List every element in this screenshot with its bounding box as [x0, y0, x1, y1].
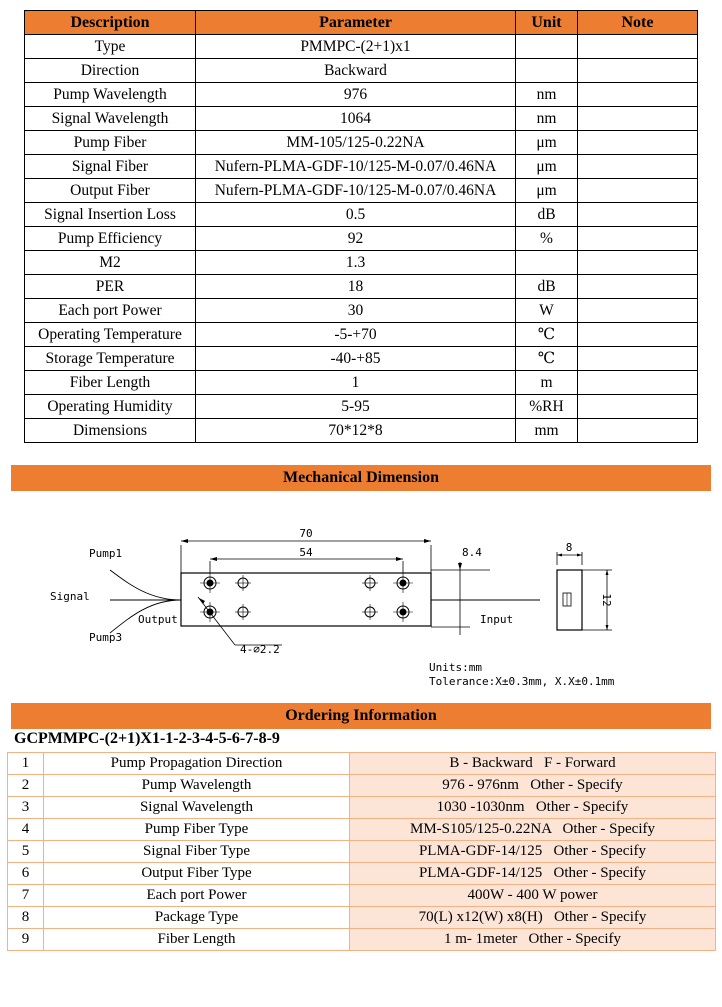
spec-unit-cell: m [516, 371, 578, 395]
spec-parameter-cell: 30 [196, 299, 516, 323]
ordering-row [8, 775, 716, 797]
mechanical-dimension-banner: Mechanical Dimension [11, 465, 711, 491]
ordering-row [8, 841, 716, 863]
dim-8-label: 8 [565, 541, 573, 554]
spec-description-cell: Signal Wavelength [25, 107, 196, 131]
spec-parameter-cell: MM-105/125-0.22NA [196, 131, 516, 155]
spec-unit-cell [516, 35, 578, 59]
spec-row [25, 83, 698, 107]
spec-description-cell: Pump Fiber [25, 131, 196, 155]
spec-note-cell [578, 107, 698, 131]
spec-parameter-cell: 976 [196, 83, 516, 107]
spec-description-cell: Operating Humidity [25, 395, 196, 419]
ordering-row [8, 753, 716, 775]
spec-row [25, 347, 698, 371]
spec-description-cell: Type [25, 35, 196, 59]
spec-parameter-cell: 92 [196, 227, 516, 251]
spec-row [25, 35, 698, 59]
ordering-item-cell: Signal Fiber Type [44, 841, 350, 863]
spec-unit-cell: % [516, 227, 578, 251]
spec-row [25, 227, 698, 251]
ordering-option-cell: MM-S105/125-0.22NA Other - Specify [350, 819, 716, 841]
output-label: Output [138, 613, 178, 626]
dim-12-label: 12 [600, 593, 613, 607]
spec-parameter-cell: 1064 [196, 107, 516, 131]
spec-unit-cell: nm [516, 107, 578, 131]
spec-description-cell: Storage Temperature [25, 347, 196, 371]
spec-note-cell [578, 131, 698, 155]
spec-note-cell [578, 203, 698, 227]
spec-parameter-cell: 1 [196, 371, 516, 395]
spec-parameter-cell: 70*12*8 [196, 419, 516, 443]
spec-parameter-cell: Backward [196, 59, 516, 83]
spec-description-cell: Direction [25, 59, 196, 83]
spec-note-cell [578, 371, 698, 395]
pump3-label: Pump3 [89, 631, 123, 644]
spec-table [24, 10, 698, 443]
ordering-number-cell: 6 [8, 863, 44, 885]
ordering-number-cell: 5 [8, 841, 44, 863]
ordering-row [8, 863, 716, 885]
dim-54-label: 54 [299, 546, 313, 559]
ordering-row [8, 907, 716, 929]
spec-parameter-cell: Nufern-PLMA-GDF-10/125-M-0.07/0.46NA [196, 155, 516, 179]
spec-description-cell: Operating Temperature [25, 323, 196, 347]
spec-unit-cell: mm [516, 419, 578, 443]
ordering-number-cell: 4 [8, 819, 44, 841]
spec-row [25, 371, 698, 395]
ordering-information-banner: Ordering Information [11, 703, 711, 729]
holes-label: 4-⌀2.2 [240, 643, 280, 656]
signal-label: Signal [50, 590, 90, 603]
spec-row [25, 419, 698, 443]
spec-row [25, 323, 698, 347]
spec-unit-cell [516, 59, 578, 83]
dim-70-label: 70 [299, 527, 313, 540]
mechanical-drawing [0, 515, 722, 695]
ordering-item-cell: Output Fiber Type [44, 863, 350, 885]
spec-unit-cell: μm [516, 179, 578, 203]
ordering-option-cell: PLMA-GDF-14/125 Other - Specify [350, 863, 716, 885]
ordering-option-cell: 400W - 400 W power [350, 885, 716, 907]
spec-unit-cell: nm [516, 83, 578, 107]
spec-row [25, 299, 698, 323]
spec-parameter-cell: Nufern-PLMA-GDF-10/125-M-0.07/0.46NA [196, 179, 516, 203]
spec-parameter-cell: 1.3 [196, 251, 516, 275]
input-label: Input [480, 613, 514, 626]
spec-row [25, 251, 698, 275]
ordering-number-cell: 8 [8, 907, 44, 929]
ordering-option-cell: 70(L) x12(W) x8(H) Other - Specify [350, 907, 716, 929]
ordering-option-cell: 976 - 976nm Other - Specify [350, 775, 716, 797]
ordering-number-cell: 7 [8, 885, 44, 907]
header-unit: Unit [516, 11, 578, 35]
ordering-item-cell: Pump Wavelength [44, 775, 350, 797]
side-view [557, 541, 613, 630]
spec-unit-cell: W [516, 299, 578, 323]
spec-row [25, 203, 698, 227]
tolerance-note: Tolerance:X±0.3mm, X.X±0.1mm [429, 675, 615, 688]
ordering-item-cell: Signal Wavelength [44, 797, 350, 819]
ordering-item-cell: Pump Fiber Type [44, 819, 350, 841]
ordering-item-cell: Package Type [44, 907, 350, 929]
ordering-option-cell: 1 m- 1meter Other - Specify [350, 929, 716, 951]
spec-parameter-cell: PMMPC-(2+1)x1 [196, 35, 516, 59]
ordering-item-cell: Pump Propagation Direction [44, 753, 350, 775]
spec-header-row [25, 11, 698, 35]
ordering-item-cell: Each port Power [44, 885, 350, 907]
ordering-row [8, 819, 716, 841]
spec-note-cell [578, 419, 698, 443]
spec-description-cell: PER [25, 275, 196, 299]
spec-note-cell [578, 251, 698, 275]
ordering-item-cell: Fiber Length [44, 929, 350, 951]
spec-row [25, 59, 698, 83]
spec-row [25, 107, 698, 131]
spec-description-cell: Output Fiber [25, 179, 196, 203]
header-description: Description [25, 11, 196, 35]
spec-note-cell [578, 347, 698, 371]
spec-parameter-cell: 0.5 [196, 203, 516, 227]
spec-row [25, 275, 698, 299]
ordering-code: GCPMMPC-(2+1)X1-1-2-3-4-5-6-7-8-9 [14, 730, 280, 747]
spec-note-cell [578, 227, 698, 251]
ordering-option-cell: 1030 -1030nm Other - Specify [350, 797, 716, 819]
spec-unit-cell: dB [516, 203, 578, 227]
spec-note-cell [578, 179, 698, 203]
spec-unit-cell: ℃ [516, 323, 578, 347]
spec-description-cell: Signal Fiber [25, 155, 196, 179]
spec-unit-cell: dB [516, 275, 578, 299]
spec-row [25, 395, 698, 419]
ordering-row [8, 797, 716, 819]
ordering-number-cell: 3 [8, 797, 44, 819]
spec-unit-cell: μm [516, 155, 578, 179]
ordering-row [8, 885, 716, 907]
spec-description-cell: Dimensions [25, 419, 196, 443]
spec-parameter-cell: 18 [196, 275, 516, 299]
spec-note-cell [578, 83, 698, 107]
spec-row [25, 179, 698, 203]
ordering-number-cell: 1 [8, 753, 44, 775]
spec-parameter-cell: -5-+70 [196, 323, 516, 347]
spec-note-cell [578, 299, 698, 323]
spec-description-cell: Pump Wavelength [25, 83, 196, 107]
spec-parameter-cell: 5-95 [196, 395, 516, 419]
ordering-option-cell: B - Backward F - Forward [350, 753, 716, 775]
spec-note-cell [578, 395, 698, 419]
spec-unit-cell: %RH [516, 395, 578, 419]
ordering-option-cell: PLMA-GDF-14/125 Other - Specify [350, 841, 716, 863]
header-parameter: Parameter [196, 11, 516, 35]
ordering-table [7, 752, 716, 951]
spec-note-cell [578, 323, 698, 347]
spec-note-cell [578, 155, 698, 179]
spec-description-cell: Fiber Length [25, 371, 196, 395]
ordering-number-cell: 2 [8, 775, 44, 797]
spec-note-cell [578, 35, 698, 59]
header-note: Note [578, 11, 698, 35]
spec-note-cell [578, 59, 698, 83]
spec-row [25, 155, 698, 179]
spec-unit-cell: μm [516, 131, 578, 155]
spec-description-cell: Signal Insertion Loss [25, 203, 196, 227]
ordering-number-cell: 9 [8, 929, 44, 951]
units-note: Units:mm [429, 661, 482, 674]
dim-8-4-label: 8.4 [462, 546, 482, 559]
spec-row [25, 131, 698, 155]
spec-parameter-cell: -40-+85 [196, 347, 516, 371]
spec-description-cell: M2 [25, 251, 196, 275]
ordering-row [8, 929, 716, 951]
spec-description-cell: Pump Efficiency [25, 227, 196, 251]
spec-description-cell: Each port Power [25, 299, 196, 323]
spec-unit-cell [516, 251, 578, 275]
pump1-label: Pump1 [89, 547, 123, 560]
device-body [181, 573, 431, 626]
spec-note-cell [578, 275, 698, 299]
spec-unit-cell: ℃ [516, 347, 578, 371]
